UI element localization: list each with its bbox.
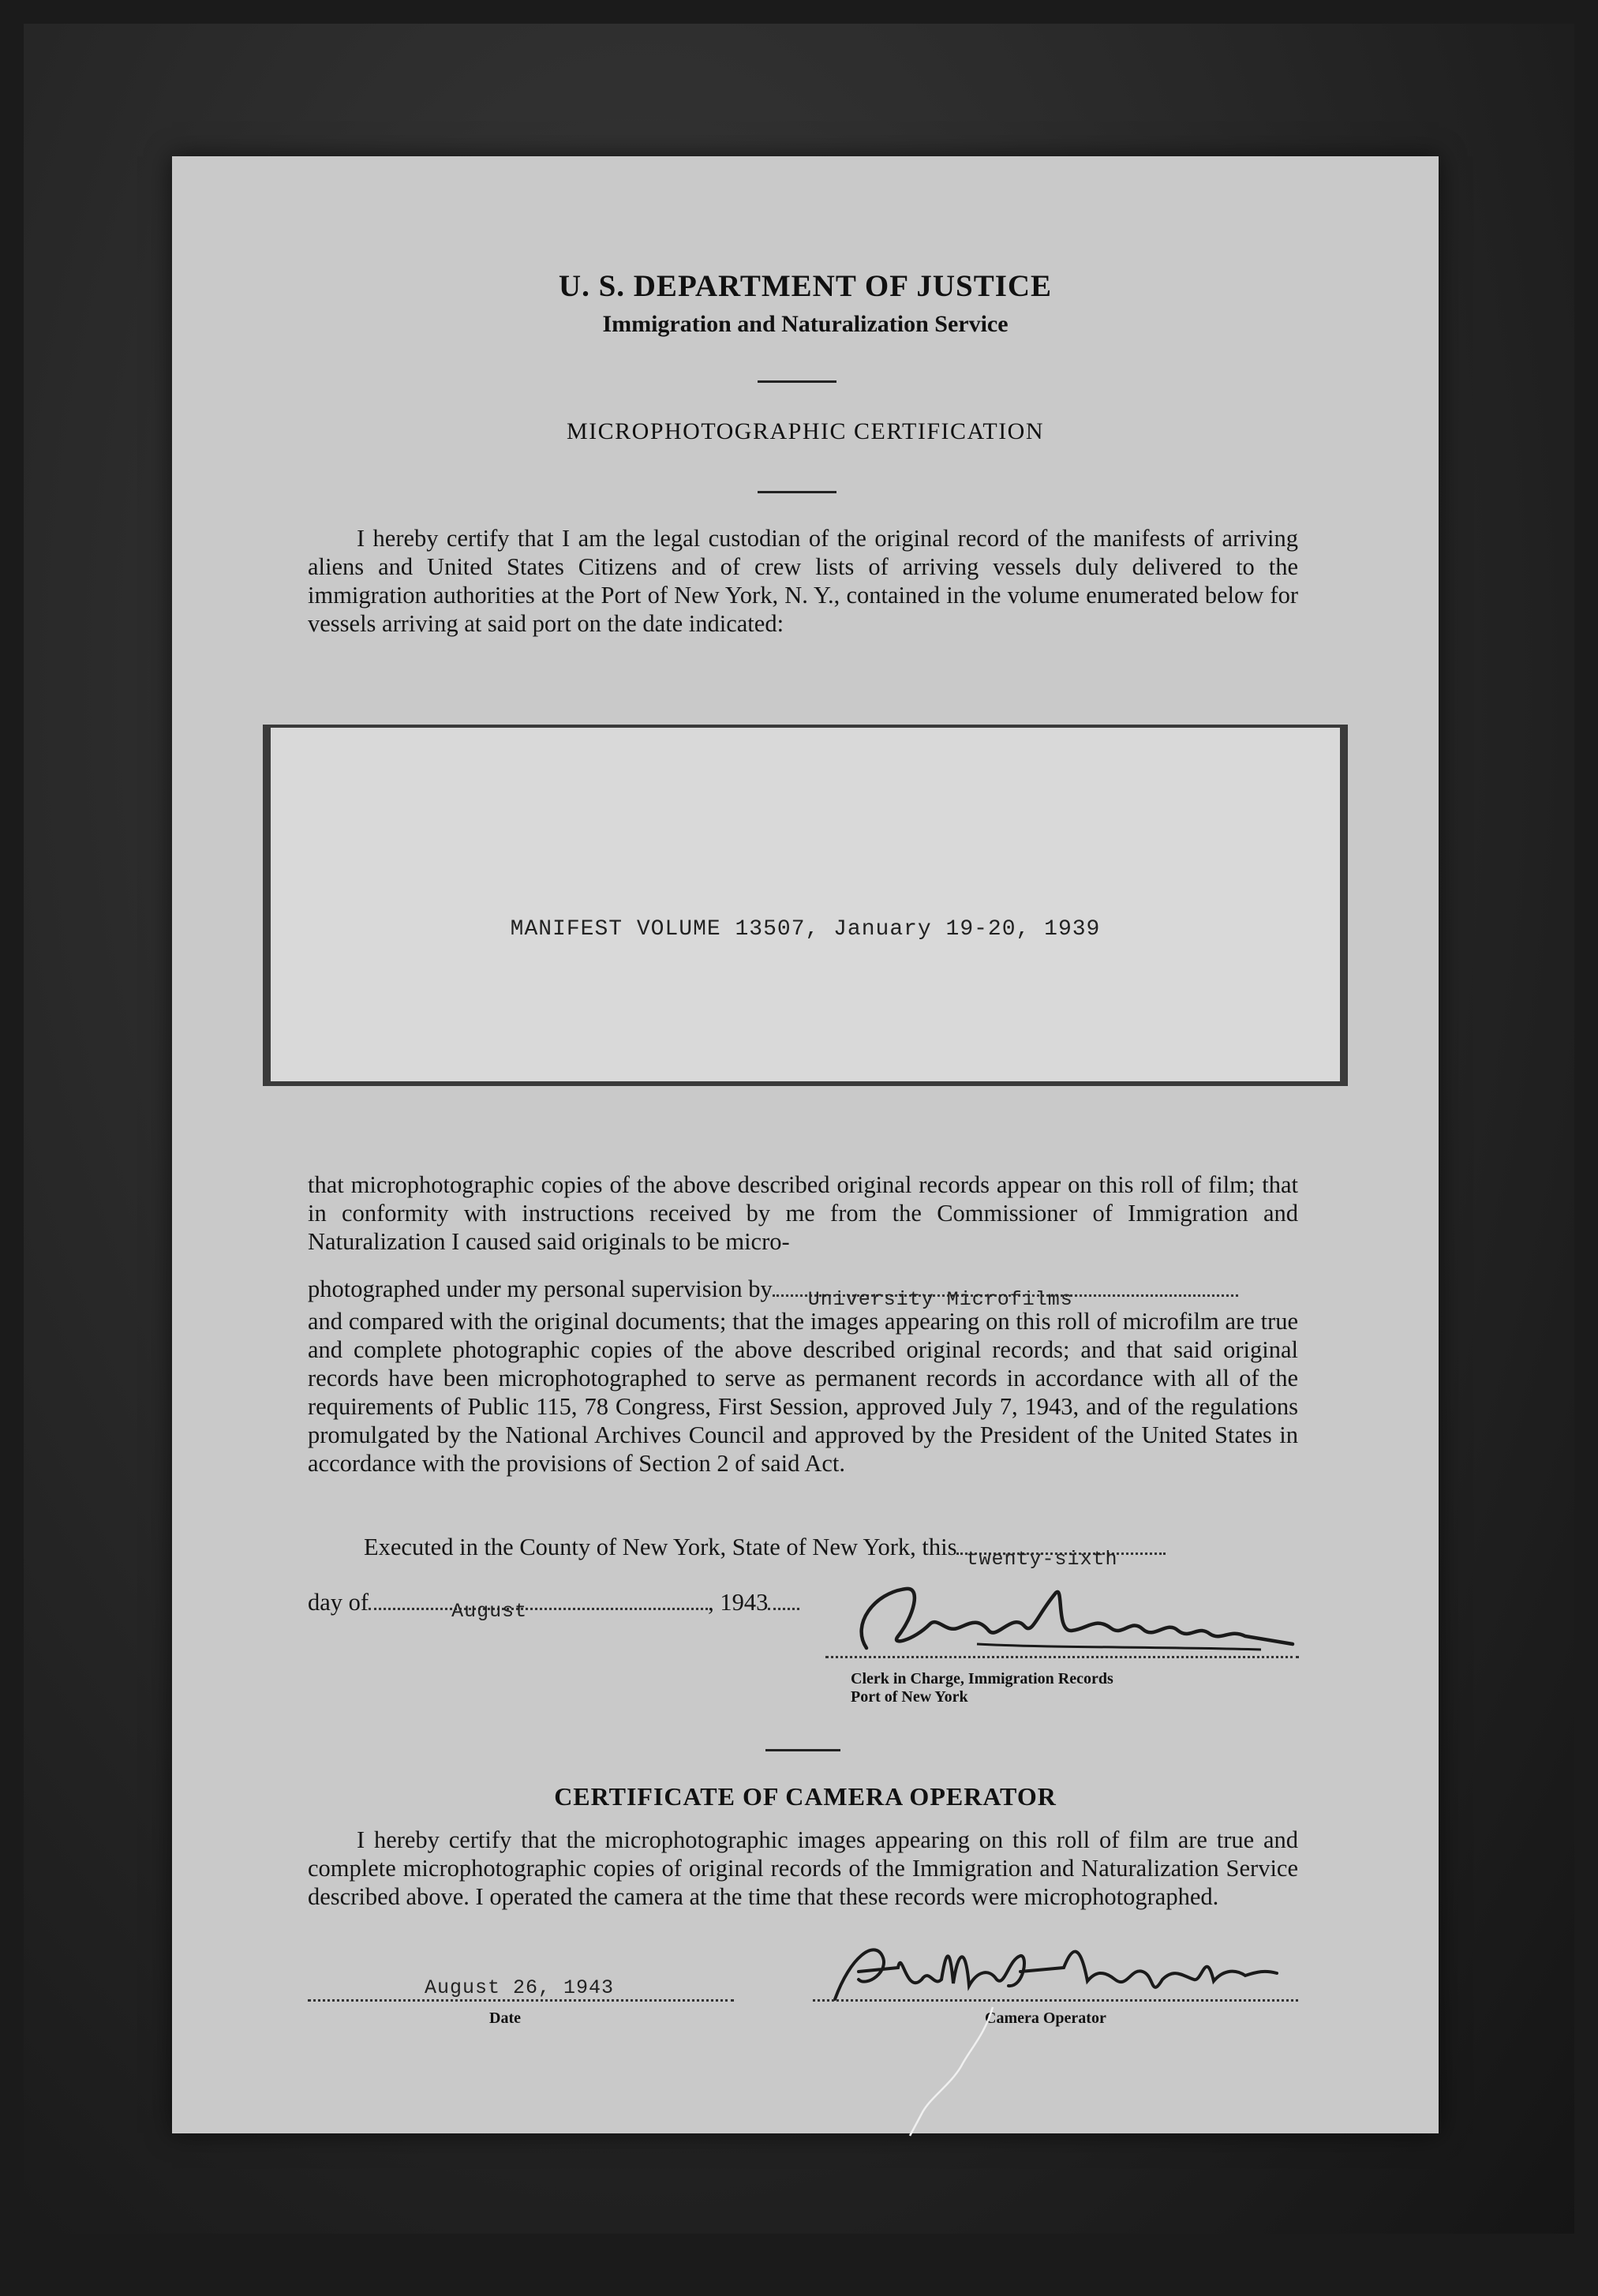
divider — [758, 380, 836, 383]
camera-operator-label: Camera Operator — [985, 2009, 1106, 2027]
execution-prefix: Executed in the County of New York, State of New York, this — [364, 1534, 957, 1560]
clerk-title-line1: Clerk in Charge, Immigration Records — [851, 1670, 1113, 1687]
day-of-line — [308, 1589, 799, 1623]
day-of-label: day of — [308, 1589, 369, 1616]
photographer-field — [773, 1288, 1238, 1311]
camera-section-title: CERTIFICATE OF CAMERA OPERATOR — [554, 1782, 1057, 1811]
certification-title: MICROPHOTOGRAPHIC CERTIFICATION — [566, 418, 1045, 444]
body-paragraph-part2: and compared with the original documents; that the images appearing on this roll of microfilm are true and complete photographic copies of the above described original records; and that said original records have been microphotographed to serve as permanent records in accordance with all of the requirements of Public 115, 78 Congress, First Session, approved July 7, 1943, and of the regulations promulgated by the National Archives Council and approved by the President of the United States in accordance with the provisions of Section 2 of said Act. — [308, 1308, 1298, 1477]
execution-month-value: August — [451, 1600, 528, 1623]
photographed-by-label: photographed under my personal supervision by — [308, 1275, 773, 1302]
divider — [758, 491, 836, 493]
clerk-title — [851, 1670, 1113, 1706]
paper-crack-icon — [866, 2003, 1024, 2137]
execution-month-field — [369, 1600, 708, 1623]
certificate-page — [172, 156, 1439, 2133]
clerk-title-line2: Port of New York — [851, 1688, 968, 1706]
service-heading: Immigration and Naturalization Service — [602, 311, 1009, 337]
execution-day-field — [956, 1548, 1166, 1571]
execution-line — [364, 1534, 1166, 1571]
operator-signature-line — [813, 1999, 1298, 2002]
clerk-signature-line — [825, 1656, 1299, 1658]
department-heading: U. S. DEPARTMENT OF JUSTICE — [558, 269, 1053, 303]
photographed-by-line — [308, 1275, 1238, 1311]
date-label: Date — [489, 2009, 521, 2027]
body-paragraph-part1: that microphotographic copies of the above described original records appear on this roll of film; that in conformity with instructions received by me from the Commissioner of Immigration and Naturalization I caused said originals to be micro- — [308, 1171, 1298, 1255]
manifest-volume-text: MANIFEST VOLUME 13507, January 19-20, 1939 — [510, 917, 1101, 942]
date-line — [308, 1999, 734, 2002]
camera-date-value: August 26, 1943 — [425, 1976, 615, 1999]
manifest-box — [271, 728, 1340, 1081]
intro-paragraph: I hereby certify that I am the legal custodian of the original record of the manifests of arriving aliens and United States Citizens and of crew lists of arriving vessels duly delivered to the immigration authorities at the Port of New York, N. Y., contained in the volume enumerated below for vessels arriving at said port on the date indicated: — [308, 525, 1298, 637]
year-dots — [768, 1608, 799, 1610]
camera-paragraph: I hereby certify that the microphotographic images appearing on this roll of film are true and complete microphotographic copies of original records of the Immigration and Naturalization Service described above. I operated the camera at the time that these records were microphotographed. — [308, 1826, 1298, 1910]
execution-day-value: twenty-sixth — [966, 1548, 1118, 1571]
divider — [765, 1749, 840, 1751]
execution-year: , 1943 — [708, 1589, 769, 1616]
clerk-signature-icon — [819, 1569, 1324, 1680]
photographer-value: University Microfilms — [807, 1288, 1073, 1311]
operator-signature-icon — [803, 1924, 1308, 2011]
